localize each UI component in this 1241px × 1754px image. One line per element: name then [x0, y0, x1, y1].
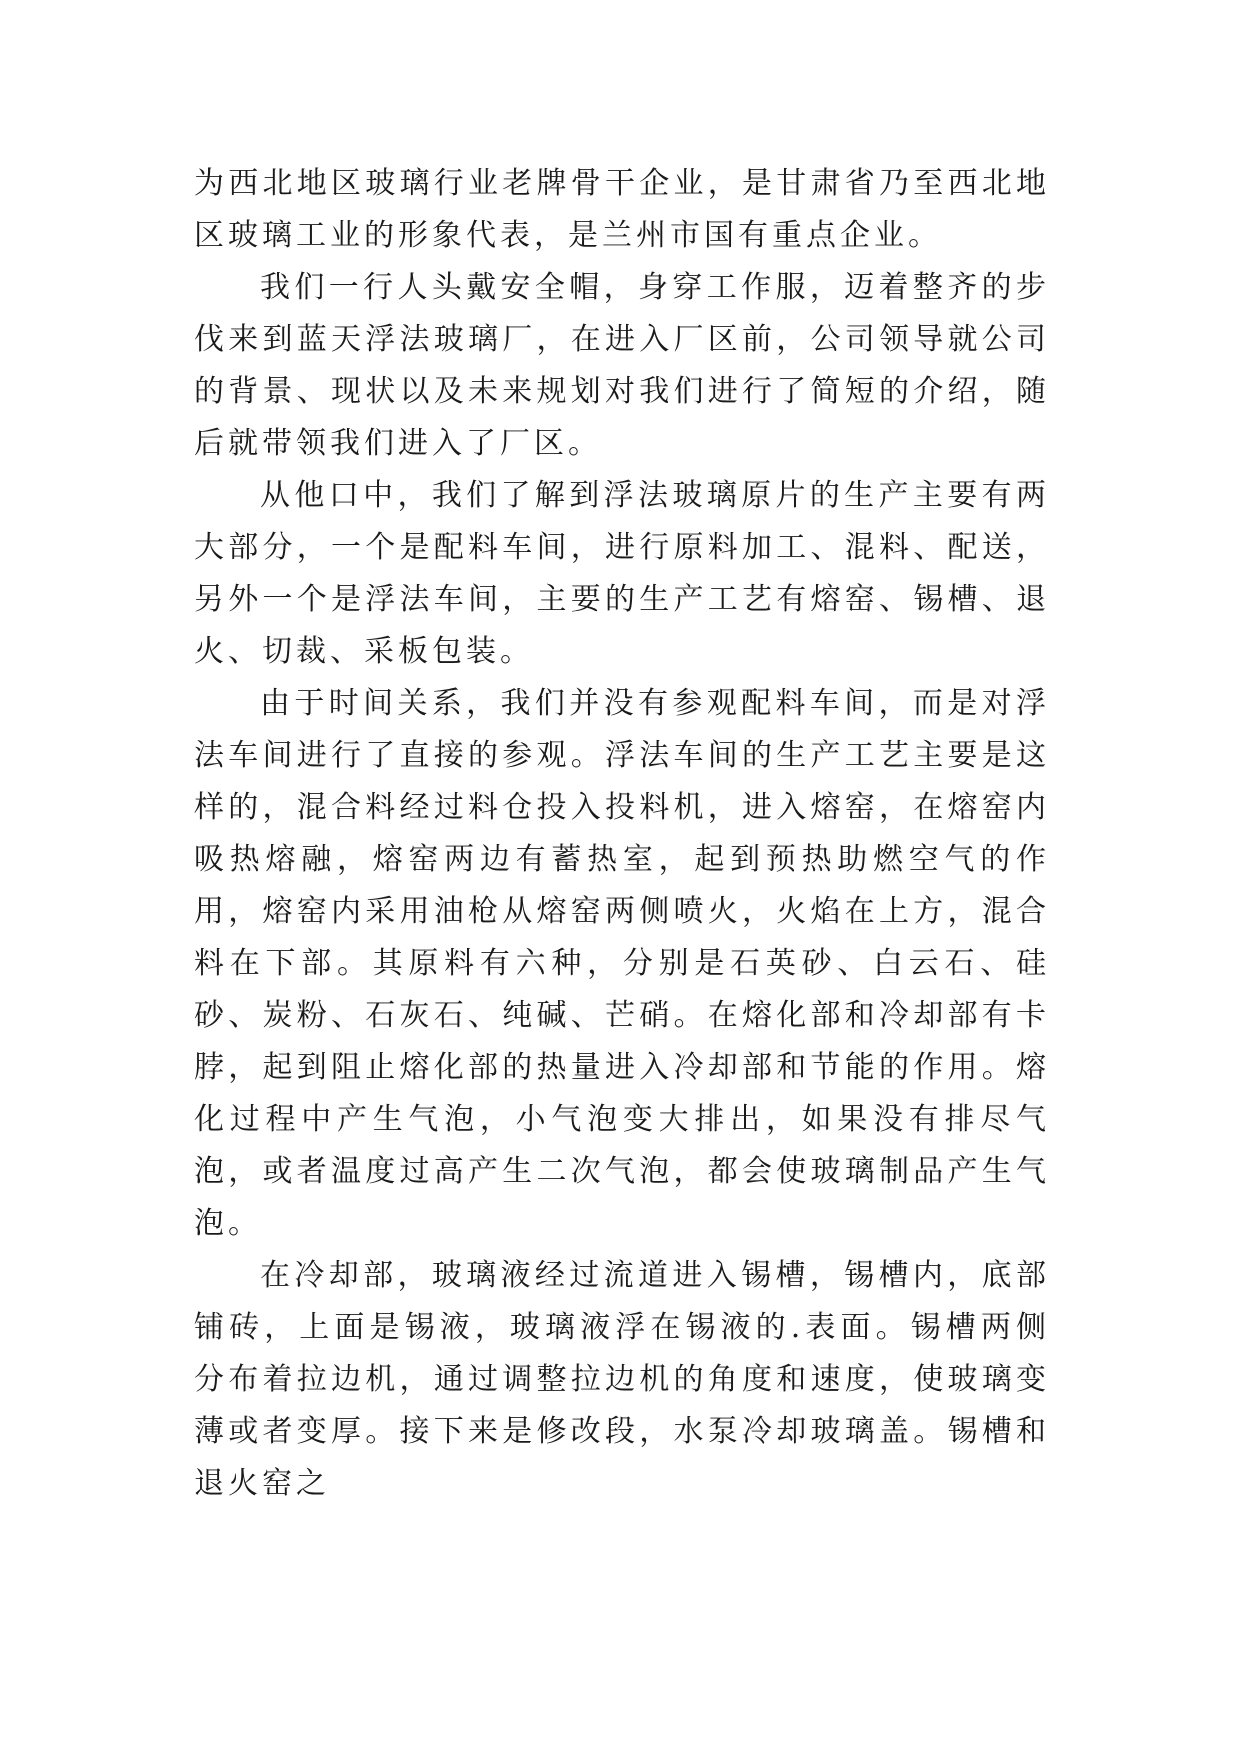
paragraph-1: 为西北地区玻璃行业老牌骨干企业，是甘肃省乃至西北地区玻璃工业的形象代表，是兰州市国有重点企业。 [194, 166, 1050, 253]
paragraph-5: 在冷却部，玻璃液经过流道进入锡槽，锡槽内，底部铺砖，上面是锡液，玻璃液浮在锡液的.表面。锡槽两侧分布着拉边机，通过调整拉边机的角度和速度，使玻璃变薄或者变厚。接下来是修改段，水泵冷却玻璃盖。锡槽和退火窑之 [194, 1258, 1050, 1501]
paragraph-2: 我们一行人头戴安全帽，身穿工作服，迈着整齐的步伐来到蓝天浮法玻璃厂，在进入厂区前，公司领导就公司的背景、现状以及未来规划对我们进行了简短的介绍，随后就带领我们进入了厂区。 [194, 270, 1050, 461]
document-body [194, 158, 1050, 1510]
paragraph-3: 从他口中，我们了解到浮法玻璃原片的生产主要有两大部分，一个是配料车间，进行原料加工、混料、配送，另外一个是浮法车间，主要的生产工艺有熔窑、锡槽、退火、切裁、采板包装。 [194, 478, 1050, 669]
paragraph-4: 由于时间关系，我们并没有参观配料车间，而是对浮法车间进行了直接的参观。浮法车间的生产工艺主要是这样的，混合料经过料仓投入投料机，进入熔窑，在熔窑内吸热熔融，熔窑两边有蓄热室，起到预热助燃空气的作用，熔窑内采用油枪从熔窑两侧喷火，火焰在上方，混合料在下部。其原料有六种，分别是石英砂、白云石、硅砂、炭粉、石灰石、纯碱、芒硝。在熔化部和冷却部有卡脖，起到阻止熔化部的热量进入冷却部和节能的作用。熔化过程中产生气泡，小气泡变大排出，如果没有排尽气泡，或者温度过高产生二次气泡，都会使玻璃制品产生气泡。 [194, 686, 1050, 1241]
